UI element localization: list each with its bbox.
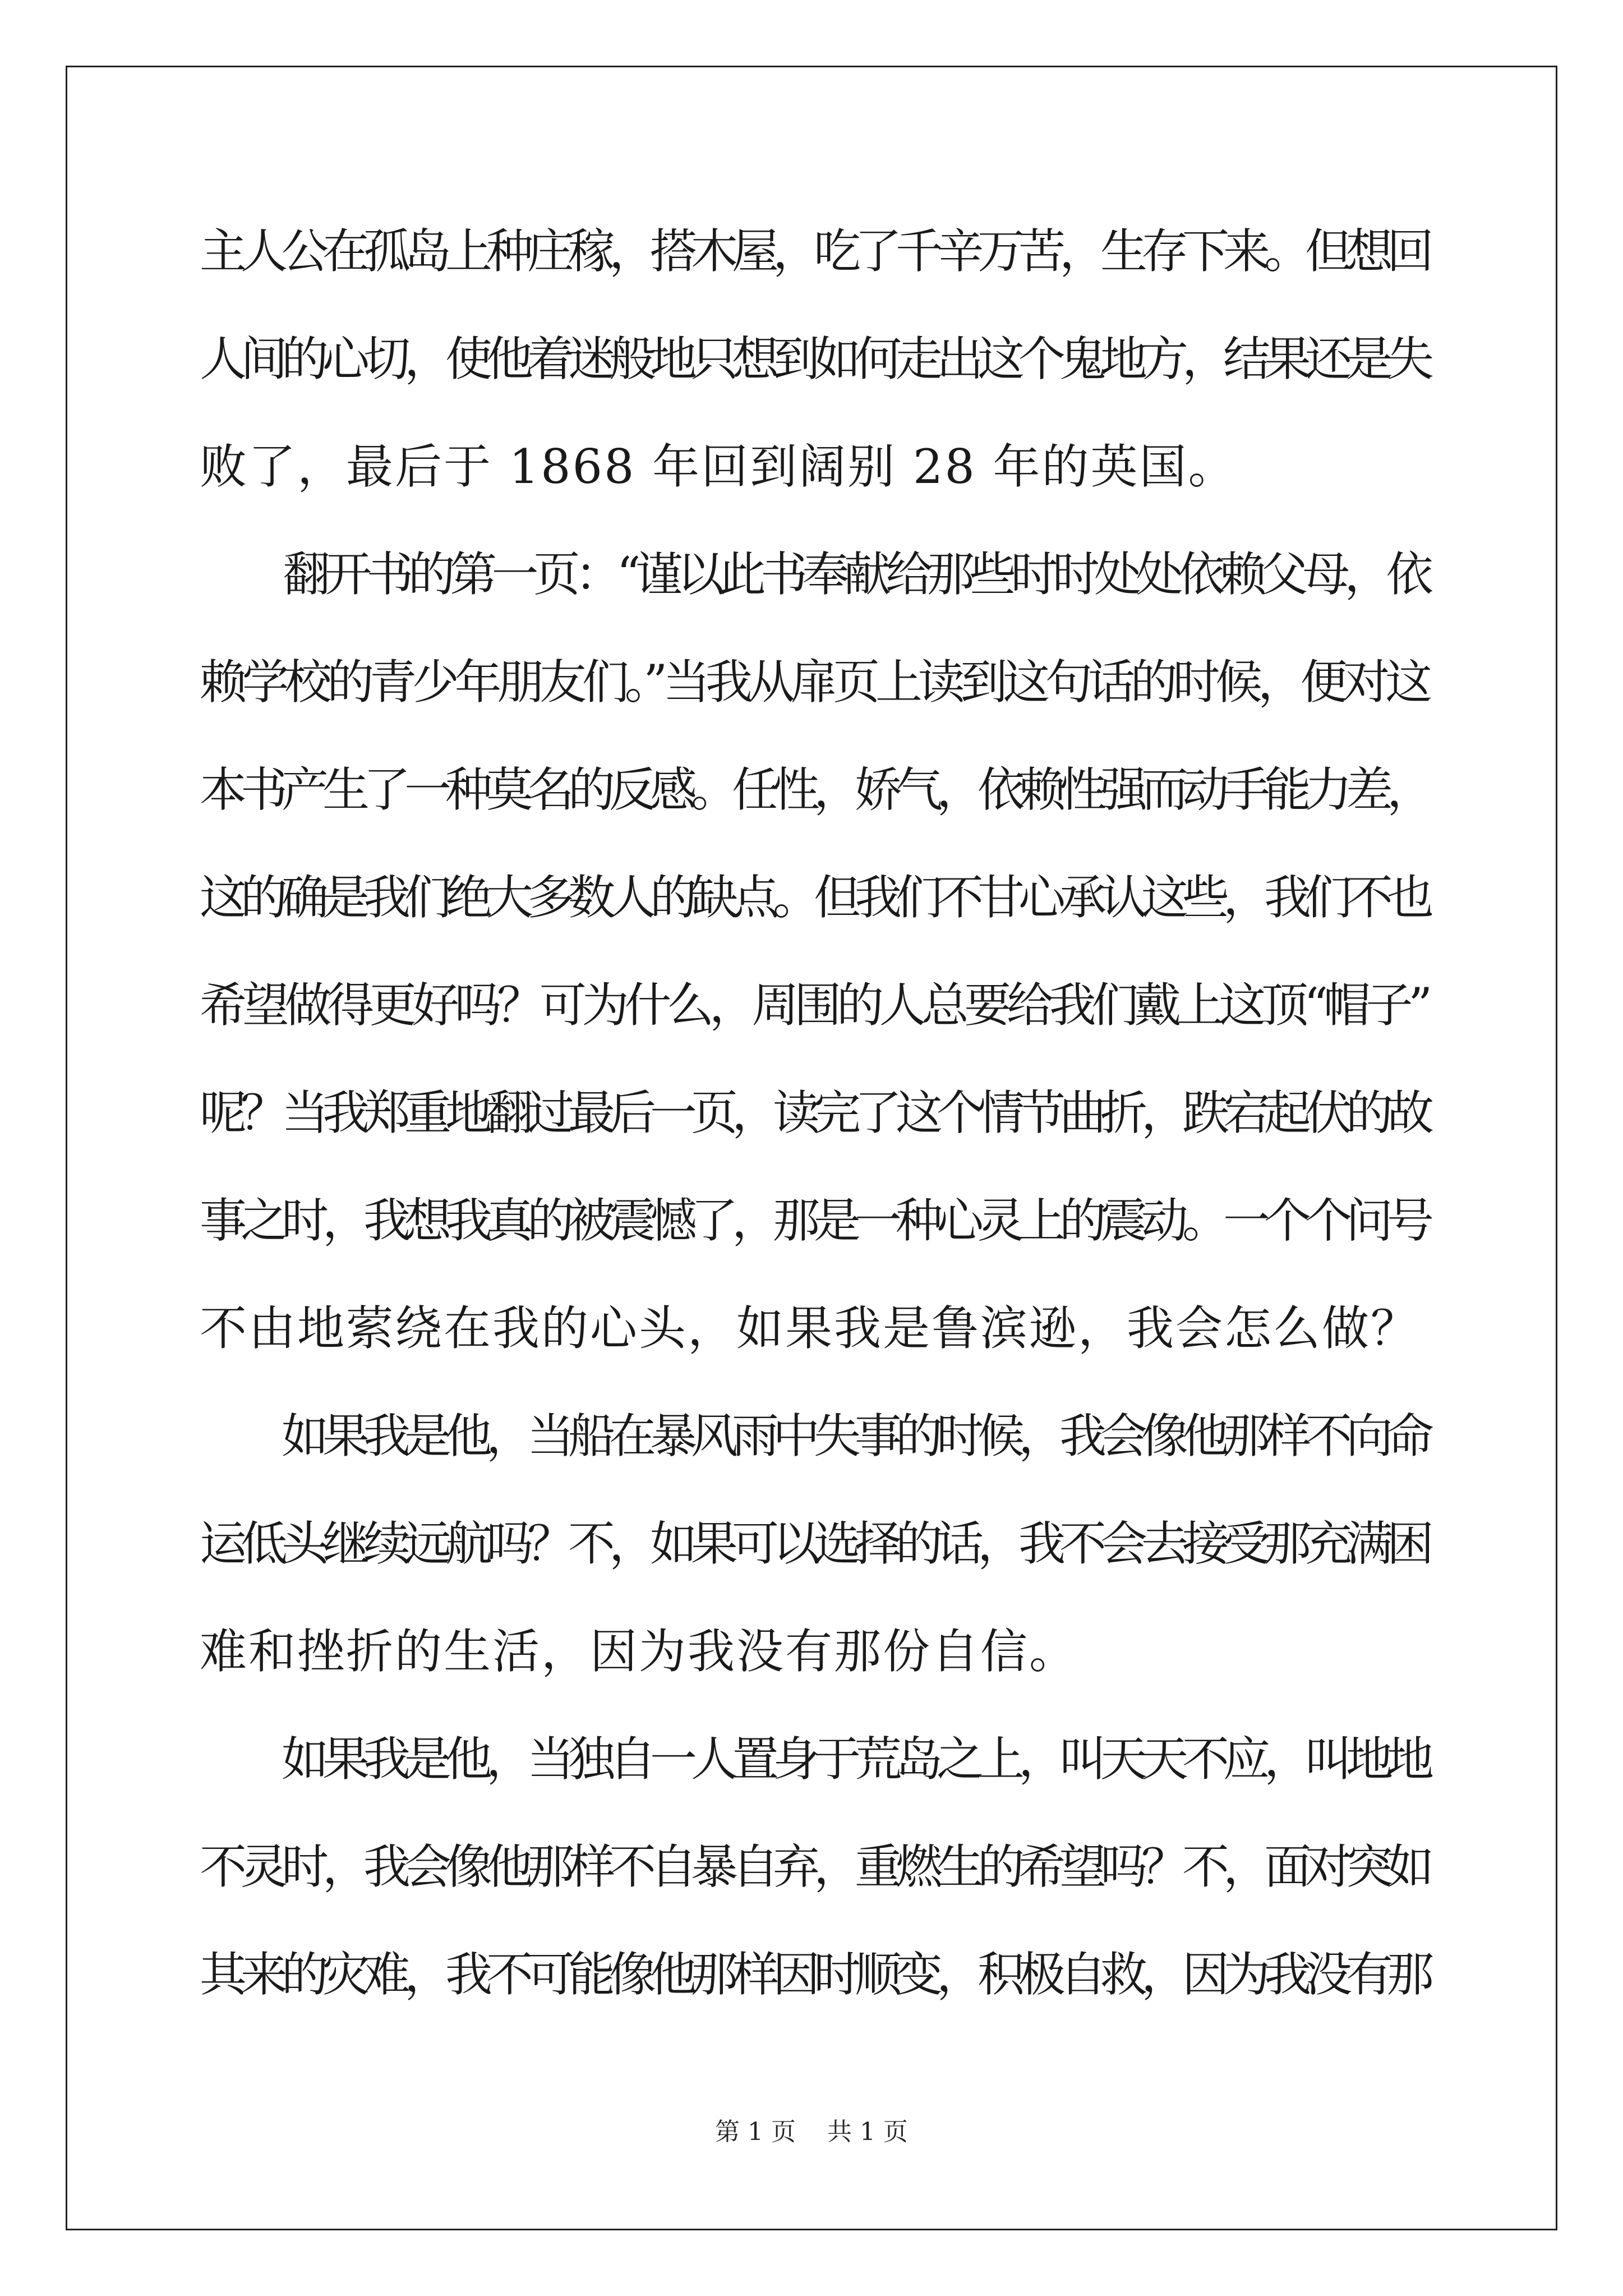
text-line: 不由地萦绕在我的心头，如果我是鲁滨逊，我会怎么做？ [200,1301,1420,1356]
text-line: 赖学校的青少年朋友们。”当我从扉页上读到这句话的时候，便对这 [200,655,1428,710]
text-line: 这的确是我们绝大多数人的缺点。但我们不甘心承认这些，我们不也 [200,870,1428,925]
text-line: 事之时，我想我真的被震憾了，那是一种心灵上的震动。一个个问号 [200,1193,1428,1248]
page-number-footer: 第 1 页 共 1 页 [715,2118,908,2146]
text-line: 不灵时，我会像他那样不自暴自弃，重燃生的希望吗？不，面对突如 [200,1839,1428,1894]
text-line: 翻开书的第一页：“谨以此书奉献给那些时时处处依赖父母，依 [200,547,1428,602]
text-line: 希望做得更好吗？可为什么，周围的人总要给我们戴上这顶“帽子” [200,978,1428,1033]
document-body [200,197,1428,2028]
text-line: 人间的心切，使他着迷般地只想到如何走出这个鬼地方，结果还是失 [200,332,1428,386]
text-line: 主人公在孤岛上种庄稼，搭木屋，吃了千辛万苦，生存下来。但想回 [200,224,1428,279]
text-line: 呢？当我郑重地翻过最后一页，读完了这个情节曲折，跌宕起伏的故 [200,1085,1428,1140]
text-line: 运低头继续远航吗？不，如果可以选择的话，我不会去接受那充满困 [200,1516,1428,1571]
text-line: 如果我是他，当独自一人置身于荒岛之上，叫天天不应，叫地地 [200,1732,1428,1787]
text-line: 难和挫折的生活，因为我没有那份自信。 [200,1624,1078,1679]
text-line: 其来的灾难，我不可能像他那样因时顺变，积极自救，因为我没有那 [200,1947,1428,2002]
text-line: 如果我是他，当船在暴风雨中失事的时候，我会像他那样不向命 [200,1409,1428,1464]
text-line: 本书产生了一种莫名的反感。任性，娇气，依赖性强而动手能力差， [200,762,1428,817]
text-line: 败了，最后于 1868 年回到阔别 28 年的英国。 [200,439,1237,494]
